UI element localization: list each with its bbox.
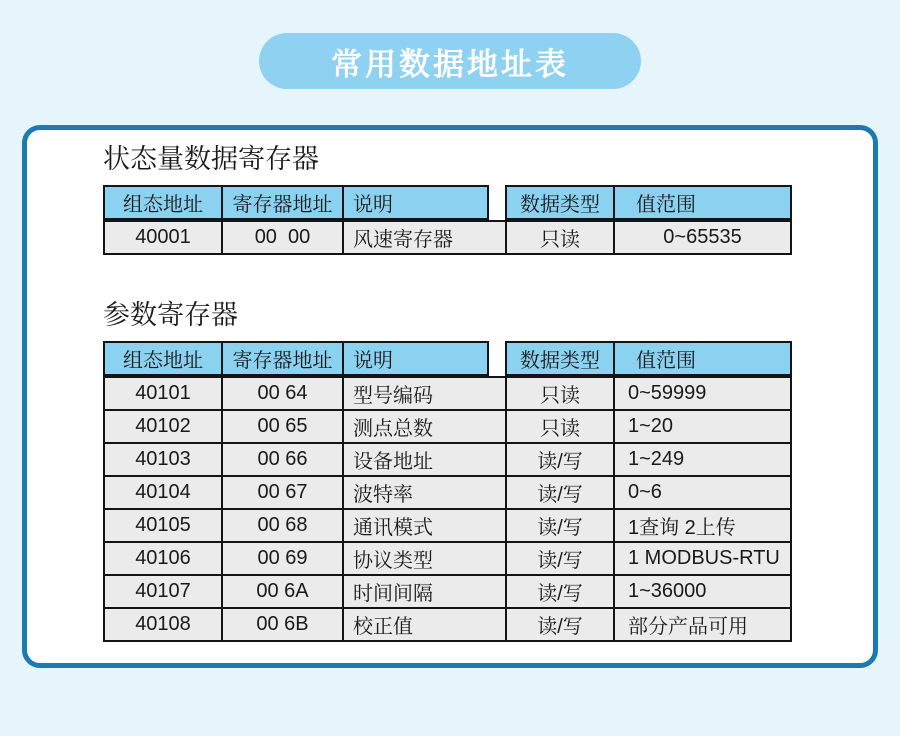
header-row	[103, 185, 792, 220]
header-cell-register: 寄存器地址	[221, 341, 344, 376]
cell-type: 读/写	[505, 475, 615, 510]
cell-address: 40001	[103, 220, 223, 255]
cell-range: 1~20	[613, 409, 792, 444]
cell-address: 40105	[103, 508, 223, 543]
header-cell-description: 说明	[342, 341, 489, 376]
section-title: 状态量数据寄存器	[103, 144, 319, 174]
table-row	[103, 220, 792, 255]
header-gap-spacer	[489, 185, 505, 220]
table-row	[103, 442, 792, 477]
cell-range: 0~6	[613, 475, 792, 510]
cell-register: 00 65	[221, 409, 344, 444]
cell-register: 00 00	[221, 220, 344, 255]
cell-description: 设备地址	[342, 442, 507, 477]
cell-type: 读/写	[505, 442, 615, 477]
header-cell-range: 值范围	[613, 341, 792, 376]
header-cell-description: 说明	[342, 185, 489, 220]
cell-register: 00 67	[221, 475, 344, 510]
cell-range: 0~65535	[613, 220, 792, 255]
cell-range: 0~59999	[613, 376, 792, 411]
cell-range: 1~249	[613, 442, 792, 477]
table-row	[103, 409, 792, 444]
table-row	[103, 508, 792, 543]
cell-description: 通讯模式	[342, 508, 507, 543]
cell-range: 1查询 2上传	[613, 508, 792, 543]
cell-address: 40104	[103, 475, 223, 510]
cell-description: 型号编码	[342, 376, 507, 411]
table-row	[103, 574, 792, 609]
cell-register: 00 64	[221, 376, 344, 411]
cell-type: 读/写	[505, 607, 615, 642]
header-cell-address: 组态地址	[103, 185, 223, 220]
cell-type: 读/写	[505, 574, 615, 609]
table-row	[103, 376, 792, 411]
cell-type: 只读	[505, 409, 615, 444]
table-body	[103, 376, 792, 642]
cell-description: 波特率	[342, 475, 507, 510]
section-title: 参数寄存器	[103, 300, 238, 330]
header-cell-type: 数据类型	[505, 185, 615, 220]
cell-address: 40103	[103, 442, 223, 477]
cell-type: 读/写	[505, 508, 615, 543]
section-status-registers	[103, 143, 873, 255]
header-cell-register: 寄存器地址	[221, 185, 344, 220]
cell-description: 时间间隔	[342, 574, 507, 609]
table-row	[103, 475, 792, 510]
cell-description: 校正值	[342, 607, 507, 642]
cell-register: 00 66	[221, 442, 344, 477]
cell-register: 00 6A	[221, 574, 344, 609]
cell-address: 40102	[103, 409, 223, 444]
cell-type: 只读	[505, 220, 615, 255]
cell-register: 00 69	[221, 541, 344, 576]
header-cell-type: 数据类型	[505, 341, 615, 376]
cell-address: 40101	[103, 376, 223, 411]
table-row	[103, 541, 792, 576]
content-card	[22, 125, 878, 668]
cell-range: 1 MODBUS-RTU	[613, 541, 792, 576]
page-title-pill	[259, 33, 641, 89]
parameter-registers-table	[103, 341, 792, 642]
cell-address: 40107	[103, 574, 223, 609]
header-cell-address: 组态地址	[103, 341, 223, 376]
cell-description: 测点总数	[342, 409, 507, 444]
cell-type: 只读	[505, 376, 615, 411]
cell-register: 00 6B	[221, 607, 344, 642]
header-row	[103, 341, 792, 376]
cell-description: 协议类型	[342, 541, 507, 576]
cell-register: 00 68	[221, 508, 344, 543]
cell-range: 1~36000	[613, 574, 792, 609]
header-cell-range: 值范围	[613, 185, 792, 220]
cell-description: 风速寄存器	[342, 220, 507, 255]
cell-address: 40108	[103, 607, 223, 642]
cell-type: 读/写	[505, 541, 615, 576]
header-gap-spacer	[489, 341, 505, 376]
status-registers-table	[103, 185, 792, 255]
cell-range: 部分产品可用	[613, 607, 792, 642]
section-parameter-registers	[103, 299, 873, 642]
table-row	[103, 607, 792, 642]
page-title: 常用数据地址表	[331, 46, 569, 82]
cell-address: 40106	[103, 541, 223, 576]
table-body	[103, 220, 792, 255]
